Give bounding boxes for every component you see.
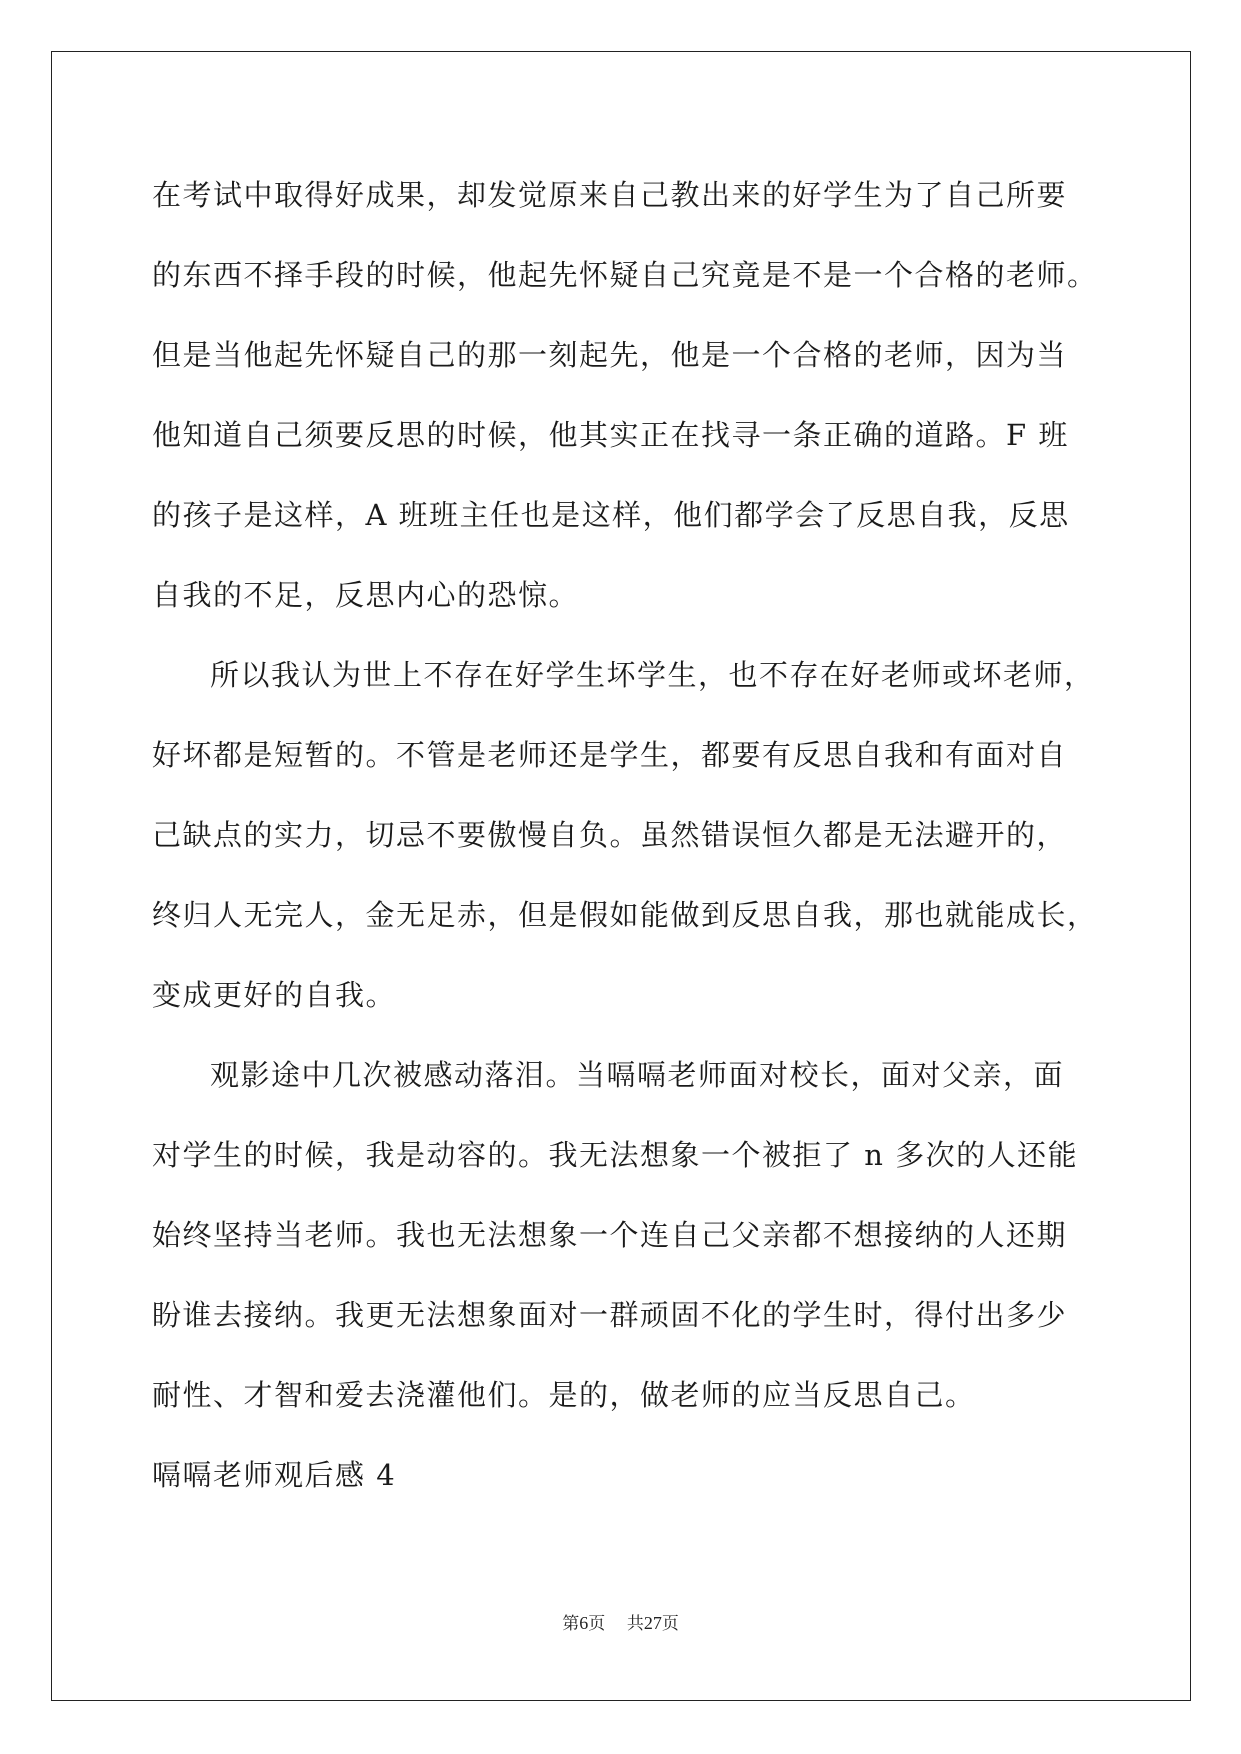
footer-page-suffix: 页 xyxy=(588,1614,606,1634)
paragraph-first-line: 所以我认为世上不存在好学生坏学生，也不存在好老师或坏老师， xyxy=(210,658,1095,692)
text-line: 耐性、才智和爱去浇灌他们。是的，做老师的应当反思自己。 xyxy=(152,1378,976,1412)
footer-page-number: 6 xyxy=(579,1613,589,1633)
footer-total-suffix: 页 xyxy=(661,1614,679,1634)
text-line: 好坏都是短暂的。不管是老师还是学生，都要有反思自我和有面对自 xyxy=(152,738,1068,772)
text-line: 己缺点的实力，切忌不要傲慢自负。虽然错误恒久都是无法避开的， xyxy=(152,818,1068,852)
footer-total-pages: 27 xyxy=(643,1613,662,1633)
text-line: 对学生的时候，我是动容的。我无法想象一个被拒了 n 多次的人还能 xyxy=(152,1138,1079,1172)
text-line: 自我的不足，反思内心的恐惊。 xyxy=(152,578,580,612)
footer-total-prefix: 共 xyxy=(626,1614,644,1634)
text-line: 终归人无完人，金无足赤，但是假如能做到反思自我，那也就能成长， xyxy=(152,898,1098,932)
text-line: 盼谁去接纳。我更无法想象面对一群顽固不化的学生时，得付出多少 xyxy=(152,1298,1068,1332)
page-footer xyxy=(0,1609,1241,1634)
text-line: 始终坚持当老师。我也无法想象一个连自己父亲都不想接纳的人还期 xyxy=(152,1218,1068,1252)
text-line: 但是当他起先怀疑自己的那一刻起先，他是一个合格的老师，因为当 xyxy=(152,338,1068,372)
section-heading: 嗝嗝老师观后感 4 xyxy=(152,1458,397,1492)
text-line: 变成更好的自我。 xyxy=(152,978,397,1012)
document-body xyxy=(152,155,1098,1515)
text-line: 他知道自己须要反思的时候，他其实正在找寻一条正确的道路。F 班 xyxy=(152,418,1069,452)
footer-prefix: 第 xyxy=(562,1614,580,1634)
text-line: 在考试中取得好成果，却发觉原来自己教出来的好学生为了自己所要 xyxy=(152,178,1068,212)
paragraph-first-line: 观影途中几次被感动落泪。当嗝嗝老师面对校长，面对父亲，面 xyxy=(210,1058,1065,1092)
text-line: 的东西不择手段的时候，他起先怀疑自己究竟是不是一个合格的老师。 xyxy=(152,258,1098,292)
text-line: 的孩子是这样，A 班班主任也是这样，他们都学会了反思自我，反思 xyxy=(152,498,1070,532)
